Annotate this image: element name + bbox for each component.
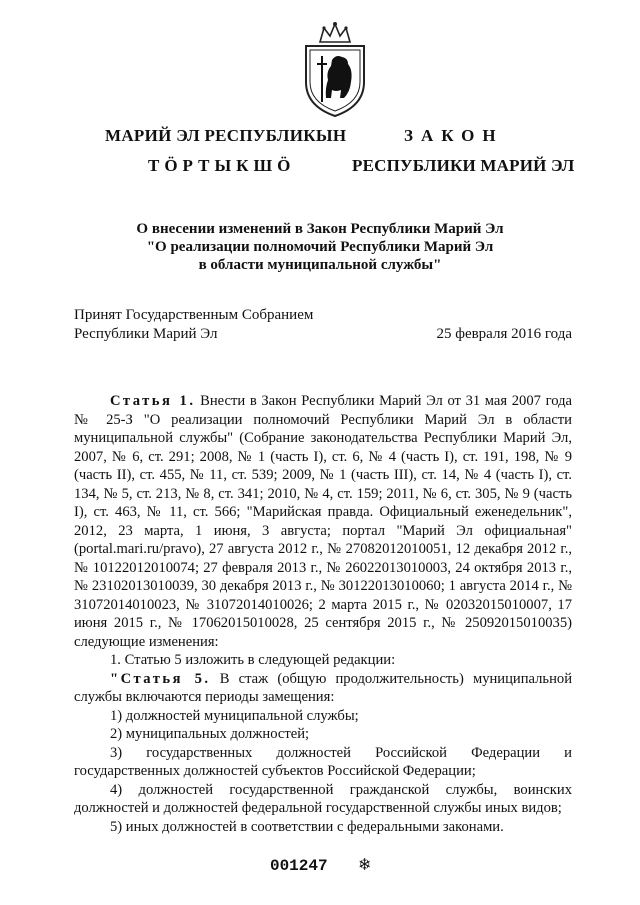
law-body: [74, 392, 572, 836]
coat-of-arms-icon: [298, 20, 372, 120]
list-item: 3) государственных должностей Российской Федерации и государственных должностей субъектов Российской Федерации;: [74, 744, 572, 779]
article-5-text: В стаж (общую продолжительность) муниципальной службы включаются периоды замещения:: [74, 670, 572, 705]
adopted-by-line1: Принят Государственным Собранием: [74, 307, 314, 323]
list-item: 1) должностей муниципальной службы;: [110, 707, 359, 724]
adoption-block: [74, 306, 572, 344]
adopted-by-line2: Республики Марий Эл: [74, 326, 218, 342]
list-item: 4) должностей государственной гражданской службы, воинских должностей и должностей федеральной государственной службы иных видов;: [74, 781, 572, 816]
list-item: 2) муниципальных должностей;: [110, 726, 310, 742]
law-title-line: в области муниципальной службы": [198, 257, 442, 273]
item-1: 1. Статью 5 изложить в следующей редакции:: [110, 652, 396, 668]
snowflake-icon: ❄: [359, 856, 371, 876]
header-right-line1: ЗАКОН: [404, 126, 504, 145]
article-1-text: Внести в Закон Республики Марий Эл от 31 мая 2007 года № 25-З "О реализации полномочий Республики Марий Эл в области муниципальной службы" (Собрание законодательства Республики Марий Эл, 2007, № 6, ст. 291; 2008, № 1 (часть I), ст. 6, № 4 (часть I), ст. 191, 198, № 9 (часть II), ст. 455, № 11, ст. 539; 2009, № 1 (часть III), ст. 14, № 4 (часть I), ст. 134, № 5, ст. 213, № 8, ст. 341; 2010, № 4, ст. 159; 2011, № 6, ст. 305, № 9 (часть I), ст. 463, № 11, ст. 566; "Марийская правда. Официальный еженедельник", 2012, 23 марта, 1 июня, 3 августа; портал "Марий Эл официальная" (portal.mari.ru/pravo), 27 августа 2012 г., № 27082012010051, 12 декабря 2012 г., № 10122012010074; 27 февраля 2013 г., № 26022013010003, 24 октября 2013 г., № 23102013010039, 30 декабря 2013 г., № 30122013010060; 1 августа 2014 г., № 31072014010023, № 31072014010026; 2 марта 2015 г., № 02032015010007, 17 июня 2015 г., № 17062015010028, 25 сентября 2015 г., № 25092015010035) следующие изменения:: [74, 393, 572, 650]
article-5-paragraph: [74, 670, 572, 707]
article-5-label: "Статья 5.: [110, 670, 211, 687]
header-left-line2: ТӦРТЫКШӦ: [148, 156, 296, 175]
adoption-date: 25 февраля 2016 года: [436, 326, 572, 342]
document-number: [0, 854, 640, 876]
article-1-label: Статья 1.: [110, 393, 196, 409]
document-serial: 001247: [269, 857, 328, 875]
law-title-line: О внесении изменений в Закон Республики Марий Эл: [136, 221, 504, 237]
header-right-line2: РЕСПУБЛИКИ МАРИЙ ЭЛ: [352, 156, 575, 175]
header-left-line1: МАРИЙ ЭЛ РЕСПУБЛИКЫН: [105, 126, 347, 145]
list-item: 5) иных должностей в соответствии с федеральными законами.: [110, 818, 504, 835]
law-title: [0, 220, 640, 274]
law-title-line: "О реализации полномочий Республики Марий Эл: [146, 239, 494, 255]
article-1-paragraph: [74, 392, 572, 651]
